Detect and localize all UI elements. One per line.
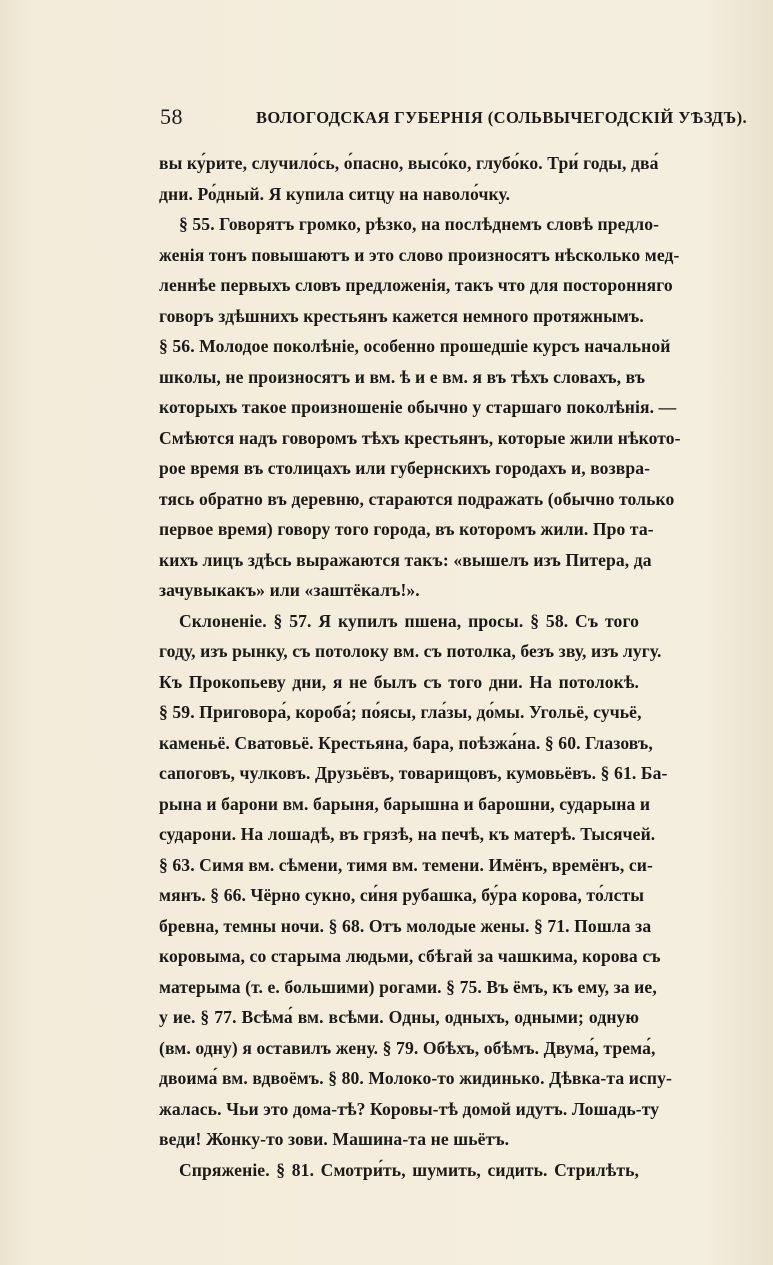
text-line: сапоговъ, чулковъ. Друзьёвъ, товарищовъ, кумовьёвъ. § 61. Ба- [159,763,668,783]
text-line: Къ Прокопьеву дни, я не былъ съ того дни. На потолокѣ. [159,671,639,692]
text-line: которыхъ такое произношеніе обычно у старшаго поколѣнія. — [159,397,677,417]
text-line: (вм. одну) я оставилъ жену. § 79. Обѣхъ, обѣмъ. Двума́, трема́, [159,1037,656,1058]
text-line: леннѣе первыхъ словъ предложенія, такъ что для посторонняго [159,275,673,295]
text-line: коровыма, со старыма людьми, сбѣгай за чашкима, корова съ [159,946,661,966]
page-header [160,104,747,134]
text-line: § 56. Молодое поколѣніе, особенно прошедшіе курсъ начальной [159,336,671,356]
text-line: тясь обратно въ деревню, стараются подражать (обычно только [159,488,675,509]
text-line: сударони. На лошадѣ, въ грязѣ, на печѣ, къ матерѣ. Тысячей. [159,824,656,844]
text-line: двоима́ вм. вдвоёмъ. § 80. Молоко-то жидинько. Дѣвка-та испу- [159,1068,672,1088]
running-title: ВОЛОГОДСКАЯ ГУБЕРНІЯ (СОЛЬВЫЧЕГОДСКІЙ УѢЗДЪ). [256,108,747,127]
text-line: веди! Жонку-то зови. Машина-та не шьётъ. [159,1129,510,1149]
text-line: женія тонъ повышаютъ и это слово произносятъ нѣсколько мед- [159,244,680,265]
text-line: кихъ лицъ здѣсь выражаются такъ: «вышелъ изъ Питера, да [159,549,652,570]
text-line: вы ку́рите, случило́сь, о́пасно, высо́ко, глубо́ко. Три́ годы, два́ [159,153,659,173]
text-line: бревна, темны ночи. § 68. Отъ молодые жены. § 71. Пошла за [159,915,652,936]
text-line: § 59. Приговора́, короба́; по́ясы, гла́зы, до́мы. Угольё, сучьё, [159,702,642,722]
page-number: 58 [160,104,183,129]
text-line: первое время) говору того города, въ которомъ жили. Про та- [159,519,654,539]
text-line: рое время въ столицахъ или губернскихъ городахъ и, возвра- [159,458,651,478]
text-line: жалась. Чьи это дома-тѣ? Коровы-тѣ домой идутъ. Лошадь-ту [159,1098,660,1119]
text-line: матерыма (т. е. большими) рогами. § 75. Въ ёмъ, къ ему, за ие, [159,976,657,997]
text-line: § 55. Говорятъ громко, рѣзко, на послѣднемъ словѣ предло- [179,214,660,234]
text-line: дни. Ро́дный. Я купила ситцу на наволо́чку. [159,183,511,204]
body-text [159,148,681,1185]
text-line: Склоненіе. § 57. Я купилъ пшена, просы. § 58. Съ того [179,610,639,631]
text-line: зачувыкакъ» или «заштёкалъ!». [159,580,420,600]
text-line: году, изъ рынку, съ потолоку вм. съ потолка, безъ зву, изъ лугу. [159,641,662,661]
text-line: каменьё. Сватовьё. Крестьяна, бара, поѣзжа́на. § 60. Глазовъ, [159,732,653,753]
text-line: Смѣются надъ говоромъ тѣхъ крестьянъ, которые жили нѣкото- [159,427,681,448]
text-line: Спряженіе. § 81. Смотри́ть, шумить, сидить. Стрилѣть, [179,1159,639,1180]
text-line: школы, не произносятъ и вм. ѣ и е вм. я въ тѣхъ словахъ, въ [159,366,646,387]
text-line: у ие. § 77. Всѣма́ вм. всѣми. Одны, одныхъ, одными; одную [159,1007,639,1027]
text-line: мянъ. § 66. Чёрно сукно, си́ня рубашка, бу́ра корова, то́лсты [159,885,645,905]
text-line: говоръ здѣшнихъ крестьянъ кажется немного протяжнымъ. [159,305,644,326]
text-line: рына и барони вм. барыня, барышна и барошни, сударына и [159,793,651,814]
text-line: § 63. Симя вм. сѣмени, тимя вм. темени. Имёнъ, времёнъ, си- [159,854,653,875]
